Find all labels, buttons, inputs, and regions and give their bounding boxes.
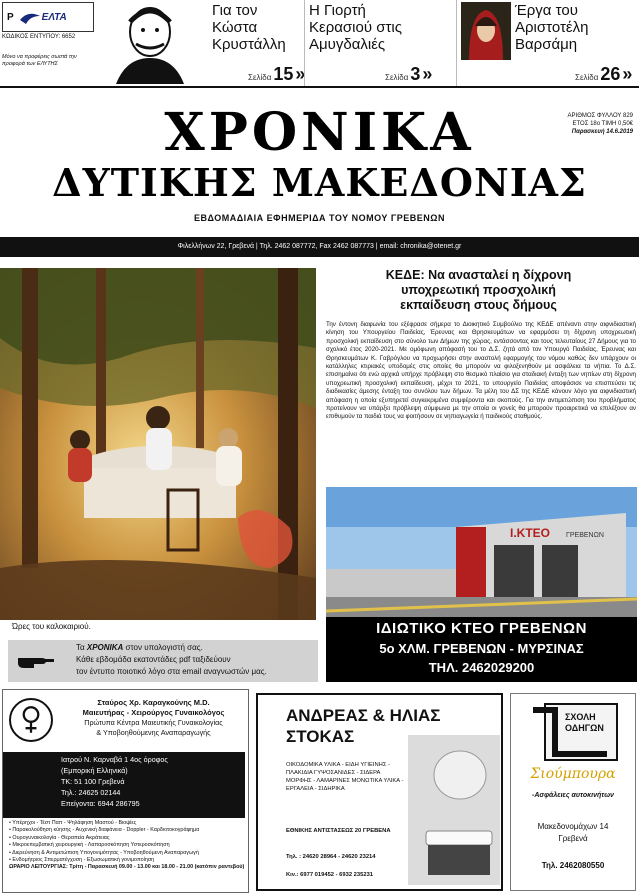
kteo-sign: Ι.ΚΤΕΟ [510,526,551,540]
lead-headline[interactable] [318,268,639,313]
page-mark: » [295,64,306,84]
pointing-hand-icon [16,652,56,670]
elta-bird-icon [18,8,42,26]
doctor-title: Μαιευτήρας - Χειρούργος Γυναικολόγος [82,708,225,717]
service-item: • Υπέρηχοι - Τέστ Παπ - Ψηλάφηση Μαστού - Βιοψίες [9,820,137,826]
teaser-title-line: Κρυστάλλη [212,36,286,53]
stokas-products: ΟΙΚΟΔΟΜΙΚΑ ΥΛΙΚΑ - ΕΙΔΗ ΥΓΙΕΙΝΗΣ - ΠΛΑΚΙΔΙΑ ΓΥΨΟΣΑΝΙΔΕΣ - ΣΙΔΕΡΑ ΜΟΡΦΗΣ - ΛΑΜΑΡΙΝΕΣ ΜΟΝΩΤΙΚΑ ΥΛΙΚΑ - ΕΡΓΑΛΕΙΑ - ΣΙΔΗΡΙΚΑ [286,762,404,792]
stokas-phone: Τηλ. : 24620 28964 - 24620 23214 [286,854,376,860]
logo-text-2: ΟΔΗΓΩΝ [565,723,604,733]
teaser-page-ref [575,64,632,85]
promo-line2: Κάθε εβδομάδα εκατοντάδες pdf ταξιδεύουν [76,655,231,664]
promo-line3: τον έντυπο ποιοτικό λόγο στα email αναγνωστών μας. [76,667,267,676]
stokas-title-line: ΑΝΔΡΕΑΣ & ΗΛΙΑΣ [286,706,441,725]
school-insurance: -Ασφάλειες αυτοκινήτων [532,792,614,799]
driving-school-advertisement[interactable] [510,693,636,891]
stokas-title-line: ΣΤΟΚΑΣ [286,727,355,746]
headline-line: υποχρεωτική προσχολική [401,283,556,297]
page-label: Σελίδα [575,73,599,82]
teaser-title-line: Κερασιού στις [309,19,402,36]
kteo-sign-small: ΓΡΕΒΕΝΩΝ [566,532,604,539]
teaser-title-line: Αριστοτέλη [515,19,589,36]
issue-year-price: ΕΤΟΣ 18ο ΤΙΜΗ 0,50€ [572,121,633,127]
school-address-line: Γρεβενά [558,834,588,843]
bathroom-photo [408,735,500,885]
page-label: Σελίδα [248,73,272,82]
school-phone: Τηλ. 2462080550 [541,861,605,870]
masthead-subtitle: ΕΒΔΟΜΑΔΙΑΙΑ ΕΦΗΜΕΡΙΔΑ ΤΟΥ ΝΟΜΟΥ ΓΡΕΒΕΝΩΝ [193,213,446,223]
promo-brand: ΧΡΟΝΙΚΑ [86,643,124,652]
promo-post: στον υπολογιστή σας. [123,643,203,652]
promo-line1 [76,642,316,653]
school-brand: Σιούμπουρα [530,766,616,782]
top-teaser-strip [0,0,639,88]
headline-line: ΚΕΔΕ: Να ανασταλεί η δίχρονη [385,268,572,282]
teaser-title-line: Η Γιορτή [309,2,366,19]
doctor-address1: Ιατρού Ν. Καρναβά 1 4ος όροφος [61,755,168,764]
teaser-varsamis[interactable] [456,0,639,86]
lead-body-text: Την έντονη διαφωνία του εξέφρασε σήμερα το Διοικητικό Συμβούλιο της ΚΕΔΕ απέναντι στην αιφνιδιαστική κίνηση του Υπουργείου Παιδείας, Έρευνας και Θρησκευμάτων να εφαρμόσει τη δίχρονη υποχρεωτική προσχολική εκπαίδευση στο σύνολο των Δήμων της χώρας, εντάσσοντας και τους τελευταίους 27 Δήμους για το σχολικό έτος 2020-2021. Με ομόφωνη απόφασή του το Δ.Σ. ζητά από τον Υπουργό Παιδείας, Έρευνας και Θρησκευμάτων Κ. Γαβρόγλου να προχωρήσει στην αναστολή εφαρμογής του νόμου καθώς δεν υπάρχουν οι κατάλληλες κτιριακές υποδομές στις οποίες θα μπορούν να φιλοξενηθούν με ασφάλεια τα νήπια. Το Δ.Σ. επισημαίνει ότι ενώ αρχικά υπήρχε πρόβλεψη στο θεσμικό πλαίσιο για σταδιακή ένταξη των νηπίων στη δίχρονη υποχρεωτική προσχολική εκπαίδευση, μέχρι το 2021, το υπουργείο Παιδείας αποφάσισε να επισπεύσει τις διαδικασίες άμεσης ένταξη του συνόλου των δήμων. Τα μέλη του ΔΣ της ΚΕΔΕ κάνουν λόγο για αιφνιδιαστική απόφαση η οποία εξυπηρετεί συγκεκριμένα συμφέροντα και σκοπούς. Για την αντιμετώπιση του προβλήματος προτείνουν να υπάρξει πρόβλεψη σύμφωνα με την οποία οι γονείς θα μπορούν προαιρετικά να επιλέξουν αν επιθυμούν τα παιδιά τους να φοιτήσουν σε νηπιαγωγεία ή παιδικούς σταθμούς. [326,321,636,421]
kteo-line3: ΤΗΛ. 2462029200 [428,660,535,675]
promo-pre: Τα [76,643,87,652]
email-edition-promo[interactable] [8,640,318,682]
page-number: 15 [273,64,294,84]
page-number: 26 [600,64,621,84]
doctor-header [61,698,246,738]
service-item: • Διερεύνηση & Αντιμετώπιση Υπογονιμότητας - Υποβοηθούμενη Αναπαραγωγή [9,849,199,856]
masthead-title-line2: ΔΥΤΙΚΗΣ ΜΑΚΕΔΟΝΙΑΣ [52,160,587,205]
teaser-krystallis[interactable] [102,0,306,86]
doctor-contact-panel [3,752,245,818]
page-mark: » [422,64,433,84]
logo-text-1: ΣΧΟΛΗ [565,712,596,722]
doctor-line3: Πρώτυπα Κέντρα Μαιευτικής Γυναικολογίας [84,718,223,727]
postage-block [2,2,96,86]
doctor-address3: ΤΚ: 51 100 Γρεβενά [61,777,125,786]
opening-hours: ΩΡΑΡΙΟ ΛΕΙΤΟΥΡΓΙΑΣ: Τρίτη - Παρασκευή 09.00 - 13.00 και 18.00 - 21.00 (κατόπιν ραντεβού) [9,864,245,871]
doctor-address2: (Εμπορική Ελληνικά) [61,766,128,775]
stokas-address: ΕΘΝΙΚΗΣ ΑΝΤΙΣΤΑΣΕΩΣ 20 ΓΡΕΒΕΝΑ [286,828,391,834]
doctor-advertisement[interactable] [2,689,249,893]
elta-brand: ΕΛΤΑ [41,11,67,23]
teaser-page-ref [385,64,432,85]
service-item: • Ενδομήτριος Σπερματέγχυση - Εξωσωματική γονιμοποίηση [9,857,155,864]
address-bar: Φιλελλήνων 22, Γρεβενά | Τηλ. 2462 087772, Fax 2462 087773 | email: chronika@otenet.gr [0,237,639,257]
teaser-title-line: Για τον [212,2,258,19]
teaser-title-line: Κώστα [212,19,258,36]
icon-painting-thumbnail [461,2,511,60]
portrait-illustration [106,2,194,84]
doctor-phone: Τηλ.: 24625 02144 [61,788,121,797]
issue-number: ΑΡΙΘΜΟΣ ΦΥΛΛΟΥ 829 [567,113,633,119]
doctor-name: Σταύρος Χρ. Καραγκούνης M.D. [97,698,210,707]
kteo-line1: ΙΔΙΩΤΙΚΟ ΚΤΕΟ ΓΡΕΒΕΝΩΝ [376,620,587,637]
issue-date: Παρασκευή 14.6.2019 [571,129,633,135]
school-address-line: Μακεδονομάχων 14 [537,822,609,831]
masthead [0,90,639,235]
teaser-page-ref [248,64,305,85]
stokas-advertisement[interactable] [256,693,503,891]
masthead-title-line1: ΧΡΟΝΙΚΑ [164,102,475,163]
female-symbol-icon [9,698,53,742]
teaser-title-line: Έργα του [515,2,578,19]
stokas-mobile: Κιν.: 6977 019452 - 6932 235231 [286,872,374,878]
page-label: Σελίδα [385,73,409,82]
kteo-line2: 5ο ΧΛΜ. ΓΡΕΒΕΝΩΝ - ΜΥΡΣΙΝΑΣ [379,641,584,656]
teaser-title-line: Βαρσάμη [515,36,578,53]
doctor-mobile: Επείγοντα: 6944 286795 [61,799,140,808]
driving-school-logo [525,700,625,764]
teaser-cherry-festival[interactable] [304,0,454,86]
teaser-title-line: Αμυγδαλιές [309,36,386,53]
kteo-advertisement[interactable] [326,487,637,682]
doctor-line4: & Υποβοηθούμενης Αναπαραγωγής [96,728,211,737]
photo-caption: Ώρες του καλοκαιριού. [12,622,91,631]
doctor-services [9,820,249,872]
elta-note: Μόνο να προφέρεις σωστά την προφορά των ΕΛΥΤΗΣ [2,54,77,67]
page-number: 3 [410,64,421,84]
school-address [511,821,635,845]
issue-info [523,112,633,136]
client-code: ΚΩΔΙΚΟΣ ΕΝΤΥΠΟΥ: 6652 [2,34,76,40]
elta-postage-box [2,2,94,32]
headline-line: εκπαίδευση στους δήμους [400,298,557,312]
page-mark: » [622,64,633,84]
service-item: • Μικροεπεμβατική χειρουργική - Λαπαροσκόπηση Υστεροσκόπηση [9,842,170,849]
service-item: • Παρακολούθηση κύησης - Αυχενική διαφάνεια - Doppler - Καρδιοτοκογράφημα [9,827,200,834]
summer-painting-image [0,268,316,620]
service-item: • Ουρογυναικολογία - Θεραπεία Ακράτειας [9,834,110,841]
postage-letter: P [7,11,14,23]
